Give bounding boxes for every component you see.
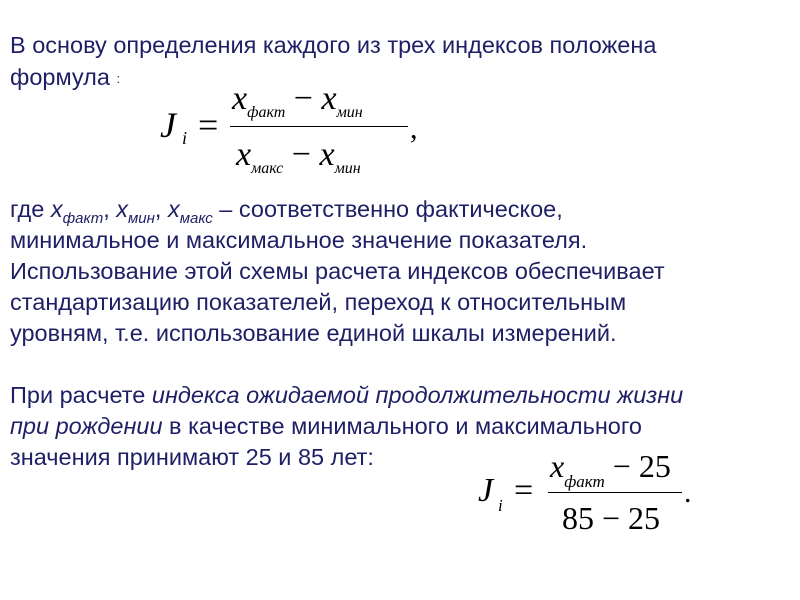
- f1-den-x2: x: [319, 136, 335, 173]
- f1-num-minus: −: [293, 80, 313, 117]
- f2-denominator: [562, 500, 660, 537]
- f2-num-x: x: [550, 448, 565, 484]
- para1-x2: x: [116, 196, 129, 222]
- f1-equals: =: [198, 105, 219, 145]
- f2-num-sub: факт: [564, 472, 605, 491]
- para1-c2: ,: [154, 196, 168, 222]
- para2-line-3: [10, 442, 374, 472]
- f1-den-x1: x: [236, 136, 252, 173]
- para2-line-2: [10, 411, 642, 441]
- f2-fraction-bar: [548, 492, 682, 493]
- intro-line-1: [10, 30, 656, 60]
- f1-num-x2: x: [321, 80, 337, 117]
- f1-numerator: [232, 80, 363, 122]
- para1-line-5: [10, 318, 617, 348]
- f1-num-sub1: факт: [247, 104, 286, 121]
- para1-line-2: [10, 225, 587, 255]
- f2-numerator: [550, 448, 671, 492]
- f2-lhs-j: J: [478, 472, 494, 509]
- para1-x3: x: [167, 196, 180, 222]
- f1-num-sub2: мин: [336, 104, 363, 121]
- f1-denominator: [236, 136, 361, 178]
- para1-l4: стандартизацию показателей, переход к относительным: [10, 289, 627, 315]
- f1-den-minus: −: [291, 136, 311, 173]
- para1-l2: минимальное и максимальное значение показателя.: [10, 227, 588, 253]
- para2-l2-b: в качестве минимального и максимального: [162, 413, 642, 439]
- para2-l3: значения принимают 25 и 85 лет:: [10, 444, 374, 470]
- f2-den: 85 − 25: [562, 500, 661, 536]
- para2-l1-a: При расчете: [10, 382, 152, 408]
- intro-line-2: [10, 62, 120, 94]
- para2-l1-italic: индекса ожидаемой продолжительности жизни: [151, 382, 684, 408]
- f1-num-x1: x: [232, 80, 248, 117]
- para1-x1: x: [50, 196, 63, 222]
- f2-lhs-i: i: [498, 496, 503, 515]
- para2-l2-italic: при рождении: [10, 413, 163, 439]
- f1-trailing-comma: ,: [410, 112, 418, 145]
- para1-l3: Использование этой схемы расчета индексов обеспечивает: [10, 258, 665, 284]
- f1-den-sub2: мин: [334, 160, 361, 177]
- para1-line-4: [10, 287, 626, 317]
- f2-equals: =: [514, 472, 534, 509]
- para2-line-1: [10, 380, 683, 410]
- f2-trailing-period: .: [684, 476, 692, 509]
- para1-s3: макс: [179, 210, 213, 227]
- para1-l1-a: где: [10, 196, 51, 222]
- f1-lhs-j: J: [160, 105, 176, 145]
- intro-line-2-text: формула: [10, 64, 110, 90]
- para1-s1: факт: [62, 210, 104, 227]
- para1-l5: уровням, т.е. использование единой шкалы измерений.: [10, 320, 617, 346]
- para1-s2: мин: [128, 210, 155, 227]
- f1-lhs-i: i: [182, 128, 188, 148]
- f1-fraction-bar: [230, 126, 408, 127]
- intro-line-1-text: В основу определения каждого из трех индексов положена: [10, 32, 657, 58]
- para1-c1: ,: [103, 196, 117, 222]
- f2-num-rest: − 25: [612, 448, 671, 484]
- f1-den-sub1: макс: [251, 160, 284, 177]
- para1-l1-b: – соответственно фактическое,: [212, 196, 563, 222]
- intro-colon: :: [116, 71, 121, 86]
- para1-line-3: [10, 256, 665, 286]
